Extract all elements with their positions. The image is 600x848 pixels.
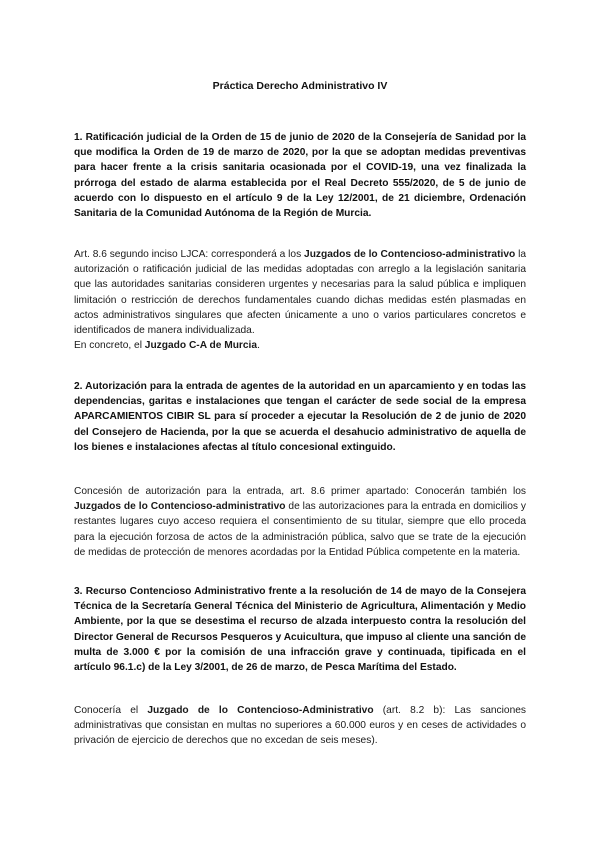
page-title: Práctica Derecho Administrativo IV	[212, 80, 388, 92]
answer-2-intro: Concesión de autorización para la entrada, art. 8.6 primer apartado: Conocerán también los	[74, 486, 526, 497]
answer-1-rest: la autorización o ratificación judicial de las medidas adoptadas con arreglo a la legislación sanitaria que las autoridades sanitarias consideren urgentes y necesarias para la salud pública e impliquen limitación o restricción de derechos fundamentales cuando dichas medidas estén plasmadas en actos administrativos singulares que afecten únicamente a uno o varios particulares concretos e identificados de manera individualizada.	[74, 249, 526, 337]
answer-2-rest: de las autorizaciones para la entrada en domicilios y restantes lugares cuyo acceso requiera el consentimiento de su titular, siempre que ello proceda para la ejecución forzosa de actos de la administración pública, salvo que se trate de la ejecución de medidas de protección de menores acordadas por la Entidad Pública competente en la materia.	[74, 501, 526, 558]
answer-3-court: Juzgado de lo Contencioso-Administrativo	[147, 705, 374, 716]
question-2: 2. Autorización para la entrada de agentes de la autoridad en un aparcamiento y en todas las dependencias, garitas e instalaciones que tengan el carácter de sede social de la empresa APARCAMIENTOS CIBIR SL para sí proceder a ejecutar la Resolución de 2 de junio de 2020 del Consejero de Hacienda, por la que se acuerda el desahucio administrativo de aquella de los bienes e instalaciones afectas al título concesional extinguido.	[74, 381, 526, 453]
answer-3	[74, 703, 526, 749]
answer-1	[74, 247, 526, 353]
answer-3-paragraph	[74, 703, 526, 749]
answer-1-conclusion	[74, 338, 526, 353]
answer-1-intro: Art. 8.6 segundo inciso LJCA: corresponderá a los	[74, 249, 305, 260]
conclusion-court: Juzgado C-A de Murcia	[144, 340, 258, 352]
conclusion-end: .	[257, 340, 260, 352]
answer-3-rest: (art. 8.2 b): Las sanciones administrativas que consistan en multas no superiores a 60.000 euros y en ceses de actividades o privación de ejercicio de derechos que no excedan de seis meses).	[74, 705, 526, 747]
conclusion-intro: En concreto, el	[74, 340, 145, 352]
answer-2-court: Juzgados de lo Contencioso-administrativo	[74, 501, 286, 513]
answer-2	[74, 484, 526, 560]
answer-1-court: Juzgados de lo Contencioso-administrativo	[304, 249, 516, 260]
answer-2-paragraph	[74, 484, 526, 560]
question-3: 3. Recurso Contencioso Administrativo frente a la resolución de 14 de mayo de la Consejera Técnica de la Secretaría General Técnica del Ministerio de Agricultura, Alimentación y Medio Ambiente, por la que se desestima el recurso de alzada interpuesto contra la resolución del Director General de Recursos Pesqueros y Acuicultura, que impuso al cliente una sanción de multa de 3.000 € por la comisión de una infracción grave y continuada, tipificada en el artículo 96.1.c) de la Ley 3/2001, de 26 de marzo, de Pesca Marítima del Estado.	[74, 586, 526, 674]
question-1: 1. Ratificación judicial de la Orden de 15 de junio de 2020 de la Consejería de Sanidad por la que modifica la Orden de 19 de marzo de 2020, por la que se adoptan medidas preventivas para hacer frente a la crisis sanitaria ocasionada por el COVID-19, una vez finalizada la prórroga del estado de alarma establecida por el Real Decreto 555/2020, de 5 de junio de acuerdo con lo dispuesto en el artículo 9 de la Ley 12/2001, de 21 diciembre, Ordenación Sanitaria de la Comunidad Autónoma de la Región de Murcia.	[74, 132, 526, 220]
answer-3-intro: Conocería el	[74, 705, 148, 716]
answer-1-paragraph	[74, 247, 526, 338]
